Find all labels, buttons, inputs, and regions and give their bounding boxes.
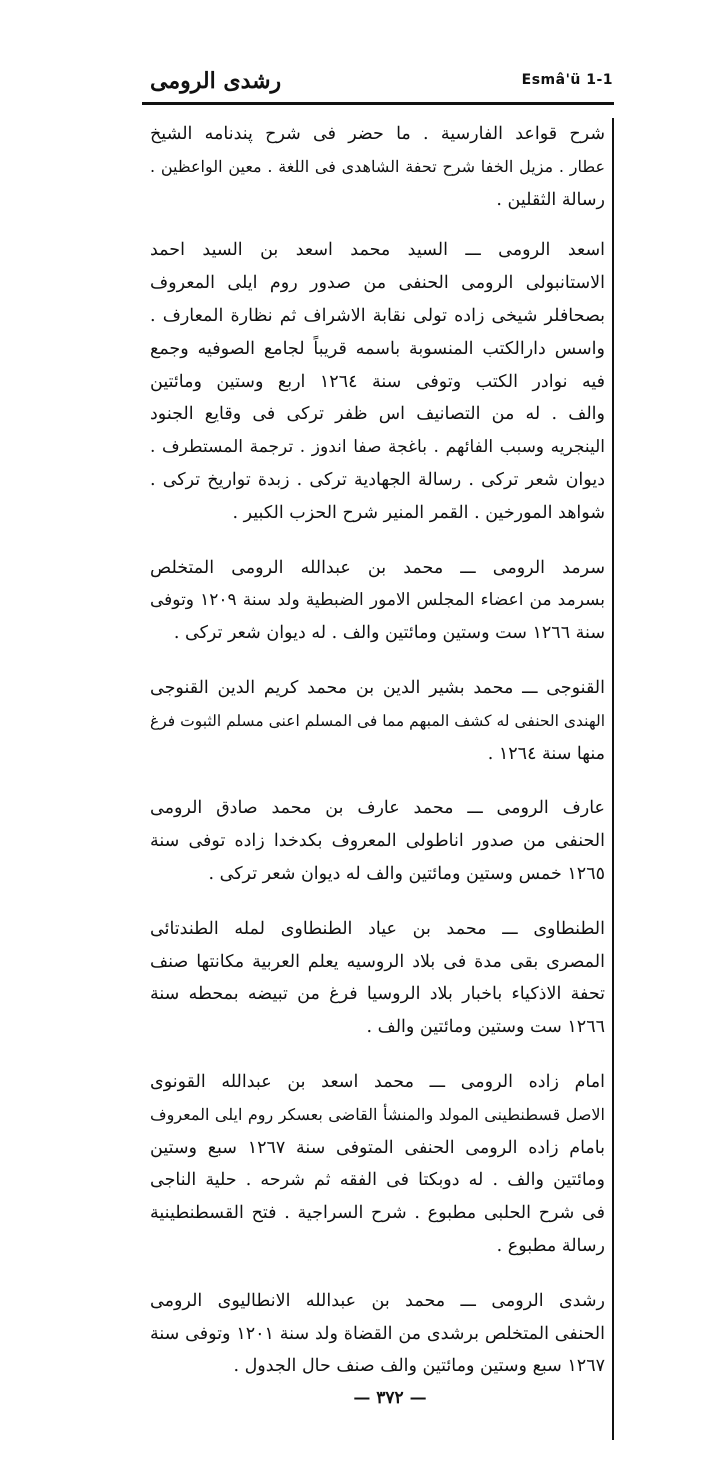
paragraph-continued: [150, 118, 605, 216]
text-line: ديوان شعر تركى . رسالة الجهادية تركى . زبدة تواريخ تركى .: [150, 469, 605, 490]
text-line: شرح قواعد الفارسية . ما حضر فى شرح پندنامه الشيخ: [150, 124, 605, 144]
text-line: المصرى بقى مدة فى بلاد الروسيه يعلم العربية مكانتها صنف: [150, 951, 605, 972]
text-line: عارف الرومى ـــ محمد عارف بن محمد صادق الرومى: [150, 798, 605, 819]
header-rule: [142, 102, 614, 105]
text-line: الينجريه وسبب الفائهم . باغجة صفا اندوز . ترجمة المستطرف .: [150, 437, 605, 458]
text-line: بامام زاده الرومى الحنفى المتوفى سنة ١٢٦٧ سبع وستين: [150, 1137, 605, 1158]
folio-label: Esmâ'ü 1-1: [521, 72, 613, 88]
entry-sarmad-al-rumi: [150, 552, 605, 650]
text-line: القنوجى ـــ محمد بشير الدين بن محمد كريم الدين القنوجى: [150, 677, 605, 698]
text-line: عطار . مزيل الخفا شرح تحفة الشاهدى فى اللغة . معين الواعظين .: [150, 156, 605, 176]
text-line: فى شرح الحلبى مطبوع . شرح السراجية . فتح القسطنطينية: [150, 1203, 605, 1224]
text-line: فيه نوادر الكتب وتوفى سنة ١٢٦٤ اربع وستين ومائتين: [150, 371, 605, 392]
text-line: الاصل قسطنطينى المولد والمنشأ القاضى بعسكر روم ايلى المعروف: [150, 1104, 605, 1124]
text-line: الحنفى المتخلص برشدى من القضاة ولد سنة ١٢٠١ وتوفى سنة: [150, 1323, 605, 1344]
text-line: بسرمد من اعضاء المجلس الامور الضبطية ولد سنة ١٢٠٩ وتوفى: [150, 590, 605, 611]
text-line: ١٢٦٥ خمس وستين ومائتين والف له ديوان شعر تركى .: [208, 863, 605, 884]
text-line: الطنطاوى ـــ محمد بن عياد الطنطاوى لمله الطندتائى: [150, 918, 605, 939]
text-line: الحنفى من صدور اناطولى المعروف بكدخدا زاده توفى سنة: [150, 831, 605, 852]
running-title: رشدى الرومى: [150, 68, 282, 94]
text-line: سنة ١٢٦٦ ست وستين ومائتين والف . له ديوان شعر تركى .: [173, 623, 605, 644]
column-rule: [612, 118, 614, 1440]
text-line: سرمد الرومى ـــ محمد بن عبدالله الرومى المتخلص: [150, 557, 605, 578]
page-header: [150, 62, 613, 102]
text-line: الاستانبولى الرومى الحنفى من صدور روم ايلى المعروف: [150, 273, 605, 294]
text-line: رشدى الرومى ـــ محمد بن عبدالله الانطاليوى الرومى: [150, 1290, 605, 1311]
entry-al-tantawi: [150, 913, 605, 1044]
entry-arif-al-rumi: [150, 792, 605, 890]
text-line: بصحافلر شيخى زاده تولى نقابة الاشراف ثم نظارة المعارف .: [150, 305, 605, 326]
entry-al-qannawji: [150, 672, 605, 770]
entry-asad-al-rumi: [150, 234, 605, 529]
text-line: منها سنة ١٢٦٤ .: [487, 743, 605, 764]
text-line: واسس دارالكتب المنسوبة باسمه قريباً لجامع الصوفيه وجمع: [150, 338, 605, 359]
text-line: رسالة الثقلين .: [496, 189, 605, 210]
page-number: — ٣٧٢ —: [353, 1388, 427, 1408]
text-line: ١٢٦٧ سبع وستين ومائتين والف صنف حال الجدول .: [233, 1356, 605, 1377]
text-line: الهندى الحنفى له كشف المبهم مما فى المسلم اعنى مسلم الثبوت فرغ: [150, 711, 605, 730]
text-line: رسالة مطبوع .: [496, 1235, 605, 1256]
text-line: والف . له من التصانيف اس ظفر تركى فى وقايع الجنود: [150, 404, 605, 425]
text-line: تحفة الاذكياء باخبار بلاد الروسيا فرغ من تبيضه بمحطه سنة: [150, 984, 605, 1005]
text-line: شواهد المورخين . القمر المنير شرح الحزب الكبير .: [232, 502, 605, 523]
text-column: [150, 118, 605, 1405]
text-line: ١٢٦٦ ست وستين ومائتين والف .: [366, 1017, 605, 1038]
entry-imam-zadeh: [150, 1066, 605, 1263]
text-line: اسعد الرومى ـــ السيد محمد اسعد بن السيد احمد: [150, 240, 605, 261]
text-line: امام زاده الرومى ـــ محمد اسعد بن عبدالله القونوى: [150, 1071, 605, 1092]
text-line: ومائتين والف . له دوبكتا فى الفقه ثم شرحه . حلية الناجى: [150, 1170, 605, 1191]
entry-rushdi-al-rumi: [150, 1285, 605, 1383]
